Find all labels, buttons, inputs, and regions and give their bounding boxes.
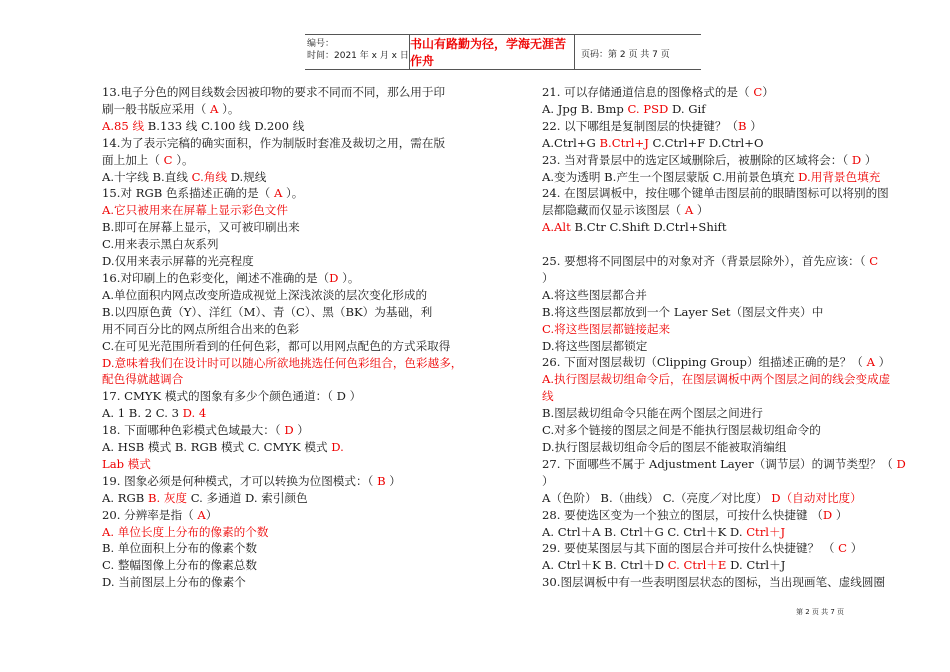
- question-text: 23. 当对背景层中的选定区域删除后，被删除的区域将会：（: [542, 152, 852, 167]
- text-line: [542, 202, 908, 219]
- question-text: 15.对 RGB 色系描述正确的是（: [102, 186, 274, 201]
- text-line: [102, 84, 474, 101]
- answer-text: Ctrl＋J: [746, 524, 786, 539]
- text-line: [542, 354, 908, 371]
- question-text: ）: [874, 355, 891, 370]
- question-text: 18. 下面哪种色彩模式色域最大：（: [102, 423, 285, 438]
- question-text: ）: [542, 270, 554, 285]
- answer-text: C. Ctrl＋E: [667, 558, 727, 573]
- question-text: 29. 要使某图层与其下面的图层合并可按什么快捷键？ （: [542, 541, 839, 556]
- answer-text: A: [197, 507, 206, 522]
- answer-text: D: [329, 270, 339, 285]
- text-line: [102, 422, 474, 439]
- text-line: [102, 473, 474, 490]
- text-line: [542, 219, 908, 236]
- question-text: C.对多个链接的图层之间是不能执行图层裁切组命令的: [542, 423, 821, 438]
- text-line: [102, 219, 474, 236]
- answer-text: D.意味着我们在设计时可以随心所欲地挑选任何色彩组合，色彩越多，: [102, 355, 463, 370]
- text-line: [542, 135, 908, 152]
- answer-text: A.85 线: [102, 118, 145, 133]
- answer-text: D: [284, 423, 294, 438]
- question-text: 26. 下面对图层裁切（Clipping Group）组描述正确的是？（: [542, 355, 867, 370]
- text-line: [102, 439, 474, 456]
- text-line: [102, 371, 474, 388]
- answer-text: C.角线: [191, 169, 227, 184]
- question-text: C.用来表示黑白灰系列: [102, 237, 219, 252]
- text-line: [102, 169, 474, 186]
- question-text: A. Ctrl＋K B. Ctrl＋D: [542, 558, 668, 573]
- number-label: 编号：: [307, 39, 335, 49]
- question-text: 面上加上（: [102, 152, 164, 167]
- question-text: A（色阶） B.（曲线） C.（亮度／对比度）: [542, 490, 772, 505]
- answer-text: D（自动对比度）: [771, 490, 862, 505]
- text-line: [542, 118, 908, 135]
- answer-text: 线: [542, 389, 554, 404]
- text-line: [542, 422, 908, 439]
- text-line: [102, 355, 474, 372]
- question-text: 20. 分辨率是指（: [102, 507, 198, 522]
- answer-text: A.执行图层裁切组命令后，在图层调板中两个图层之间的线会变成虚: [542, 372, 891, 387]
- text-line: [102, 270, 474, 287]
- question-text: 24. 在图层调板中，按住哪个键单击图层前的眼睛图标可以将别的图: [542, 186, 889, 201]
- question-text: 30.图层调板中有一些表明图层状态的图标，当出现画笔、虚线圆圈: [542, 575, 886, 590]
- answer-text: C.将这些图层都链接起来: [542, 321, 671, 336]
- question-text: A. 1 B. 2 C. 3: [102, 406, 183, 421]
- text-line: [542, 439, 908, 456]
- question-text: A.十字线 B.直线: [102, 169, 192, 184]
- question-text: 刷一般书版应采用（: [102, 101, 211, 116]
- text-line: [542, 84, 908, 101]
- question-text: ）。: [338, 270, 360, 285]
- answer-text: 配色得就越调合: [102, 372, 184, 387]
- question-text: A. RGB: [102, 490, 148, 505]
- question-text: 17. CMYK 模式的图象有多少个颜色通道：（ D ）: [102, 389, 362, 404]
- question-text: 27. 下面哪些不属于 Adjustment Layer（调节层）的调节类型？（: [542, 456, 897, 471]
- question-text: 13.电子分色的网目线数会因被印物的要求不同而不同，那么用于印: [102, 85, 446, 99]
- text-line: [102, 135, 474, 152]
- answer-text: D.用背景色填充: [798, 169, 881, 184]
- text-line: [542, 524, 908, 541]
- question-text: ）: [205, 507, 218, 522]
- question-text: ）。: [282, 186, 304, 201]
- question-text: B.图层裁切组命令只能在两个图层之间进行: [542, 406, 763, 421]
- question-text: 层都隐藏而仅显示该图层（: [542, 203, 685, 218]
- question-text: B. 单位面积上分布的像素个数: [102, 541, 258, 556]
- answer-text: C: [753, 85, 763, 99]
- answer-text: D: [896, 456, 906, 471]
- text-line: [542, 185, 908, 202]
- text-line: [102, 287, 474, 304]
- question-text: ）: [385, 473, 401, 488]
- question-text: 用不同百分比的网点所组合出来的色彩: [102, 321, 300, 336]
- question-text: ）: [746, 118, 762, 133]
- text-line: [102, 557, 474, 574]
- text-line: [542, 152, 908, 169]
- question-text: B.即可在屏幕上显示，又可被印刷出来: [102, 220, 300, 235]
- question-text: B.将这些图层都放到一个 Layer Set（图层文件夹）中: [542, 304, 824, 319]
- question-text: A. HSB 模式 B. RGB 模式 C. CMYK 模式: [102, 440, 332, 455]
- question-text: ）: [762, 85, 774, 99]
- text-line: [542, 338, 908, 355]
- text-line: [102, 202, 474, 219]
- text-line: [102, 524, 474, 541]
- question-text: B.以四原色黄（Y）、洋红（M）、青（C）、黑（BK）为基础，利: [102, 304, 433, 319]
- text-line: [102, 236, 474, 253]
- text-line: [542, 253, 908, 270]
- answer-text: B: [738, 118, 747, 133]
- text-line: [542, 388, 908, 405]
- question-text: D.仅用来表示屏幕的光亮程度: [102, 254, 254, 269]
- text-line: [102, 185, 474, 202]
- answer-text: C. PSD: [627, 101, 669, 116]
- question-text: 28. 要使选区变为一个独立的图层，可按什么快捷键 （: [542, 507, 823, 522]
- question-text: D. 当前图层上分布的像素个: [102, 575, 246, 590]
- question-text: A.将这些图层都合并: [542, 287, 647, 302]
- question-text: A. Jpg B. Bmp: [542, 101, 628, 116]
- answer-text: A: [866, 355, 875, 370]
- text-line: [542, 456, 908, 473]
- question-text: D.将这些图层都锁定: [542, 338, 648, 353]
- answer-text: D: [822, 507, 833, 522]
- text-line: [102, 405, 474, 422]
- answer-text: A. 单位长度上分布的像素的个数: [102, 524, 269, 539]
- question-text: ）: [861, 152, 877, 167]
- header-page-info: 页码：第 2 页 共 7 页: [581, 50, 670, 60]
- question-text: ）。: [172, 152, 194, 167]
- answer-text: A: [684, 203, 694, 218]
- answer-text: D: [851, 152, 862, 167]
- question-text: ）: [693, 203, 709, 218]
- text-line: [102, 540, 474, 557]
- question-text: C.Ctrl+F D.Ctrl+O: [648, 135, 764, 150]
- question-text: A.单位面积内网点改变所造成视觉上深浅浓淡的层次变化形成的: [102, 287, 428, 302]
- question-text: C. 整幅图像上分布的像素总数: [102, 558, 257, 573]
- time-label: 时间：2021 年 x 月 x 日: [307, 51, 409, 61]
- question-text: A.Ctrl+G: [542, 135, 600, 150]
- text-line: [102, 490, 474, 507]
- text-line: [542, 321, 908, 338]
- answer-text: B.Ctrl+J: [599, 135, 649, 150]
- text-line: [102, 574, 474, 591]
- page-footer: 第 2 页 共 7 页: [796, 608, 845, 616]
- question-text: ）: [832, 507, 848, 522]
- text-line: [542, 270, 908, 287]
- answer-text: D. 4: [182, 406, 207, 421]
- text-line: [102, 118, 474, 135]
- question-text: ）: [847, 541, 863, 556]
- text-line: [542, 236, 908, 253]
- question-text: 25. 要想将不同图层中的对象对齐（背景层除外），首先应该：（: [542, 254, 870, 269]
- answer-text: C: [163, 152, 173, 167]
- text-line: [102, 507, 474, 524]
- question-text: D.执行图层裁切组命令后的图层不能被取消编组: [542, 440, 787, 455]
- question-text: C.在可见光范围所看到的任何色彩，都可以用网点配色的方式采取得: [102, 338, 451, 353]
- header-motto: 书山有路勤为径，学海无涯苦作舟: [409, 35, 575, 69]
- answer-text: A: [273, 186, 283, 201]
- text-line: [542, 574, 908, 591]
- text-line: [542, 405, 908, 422]
- text-line: [542, 287, 908, 304]
- question-text: D. Ctrl＋J: [726, 558, 786, 573]
- text-line: [102, 253, 474, 270]
- question-text: D.规线: [226, 169, 267, 184]
- answer-text: A.它只被用来在屏幕上显示彩色文件: [102, 203, 288, 218]
- text-line: [542, 507, 908, 524]
- answer-text: C: [838, 541, 848, 556]
- answer-text: Lab 模式: [102, 456, 151, 471]
- text-line: [102, 456, 474, 473]
- header-meta: [307, 38, 409, 62]
- text-line: [542, 371, 908, 388]
- question-text: 19. 图象必须是何种模式，才可以转换为位图模式：（: [102, 473, 378, 488]
- question-text: 16.对印刷上的色彩变化，阐述不准确的是（: [102, 270, 330, 285]
- text-line: [102, 321, 474, 338]
- question-text: B.Ctr C.Shift D.Ctrl+Shift: [570, 220, 727, 235]
- question-text: 21. 可以存储通道信息的图像格式的是（: [542, 85, 754, 99]
- answer-text: A.Alt: [542, 220, 571, 235]
- question-text: B.133 线 C.100 线 D.200 线: [144, 118, 305, 133]
- answer-text: B. 灰度: [147, 490, 188, 505]
- question-text: 14.为了表示完稿的确实面积，作为制版时套准及裁切之用，需在版: [102, 135, 446, 150]
- question-text: D. Gif: [668, 101, 706, 116]
- question-text: ）: [542, 473, 554, 488]
- text-line: [542, 557, 908, 574]
- text-line: [542, 540, 908, 557]
- text-line: [542, 490, 908, 507]
- text-line: [102, 304, 474, 321]
- answer-text: D.: [331, 440, 344, 455]
- text-line: [542, 101, 908, 118]
- text-line: [102, 101, 474, 118]
- text-line: [102, 338, 474, 355]
- question-text: ）: [293, 423, 309, 438]
- text-line: [542, 473, 908, 490]
- left-column: [102, 84, 474, 591]
- question-text: A. Ctrl＋A B. Ctrl＋G C. Ctrl＋K D.: [542, 524, 747, 539]
- text-line: [542, 304, 908, 321]
- answer-text: C: [869, 254, 879, 269]
- question-text: ）。: [218, 101, 240, 116]
- question-text: 22. 以下哪组是复制图层的快捷键？（: [542, 118, 739, 133]
- text-line: [102, 152, 474, 169]
- right-column: [542, 84, 908, 591]
- answer-text: A: [210, 101, 219, 116]
- answer-text: B: [377, 473, 386, 488]
- question-text: A.变为透明 B.产生一个图层蒙版 C.用前景色填充: [542, 169, 799, 184]
- question-text: C. 多通道 D. 索引颜色: [187, 490, 308, 505]
- text-line: [102, 388, 474, 405]
- page-header: [305, 34, 701, 70]
- text-line: [542, 169, 908, 186]
